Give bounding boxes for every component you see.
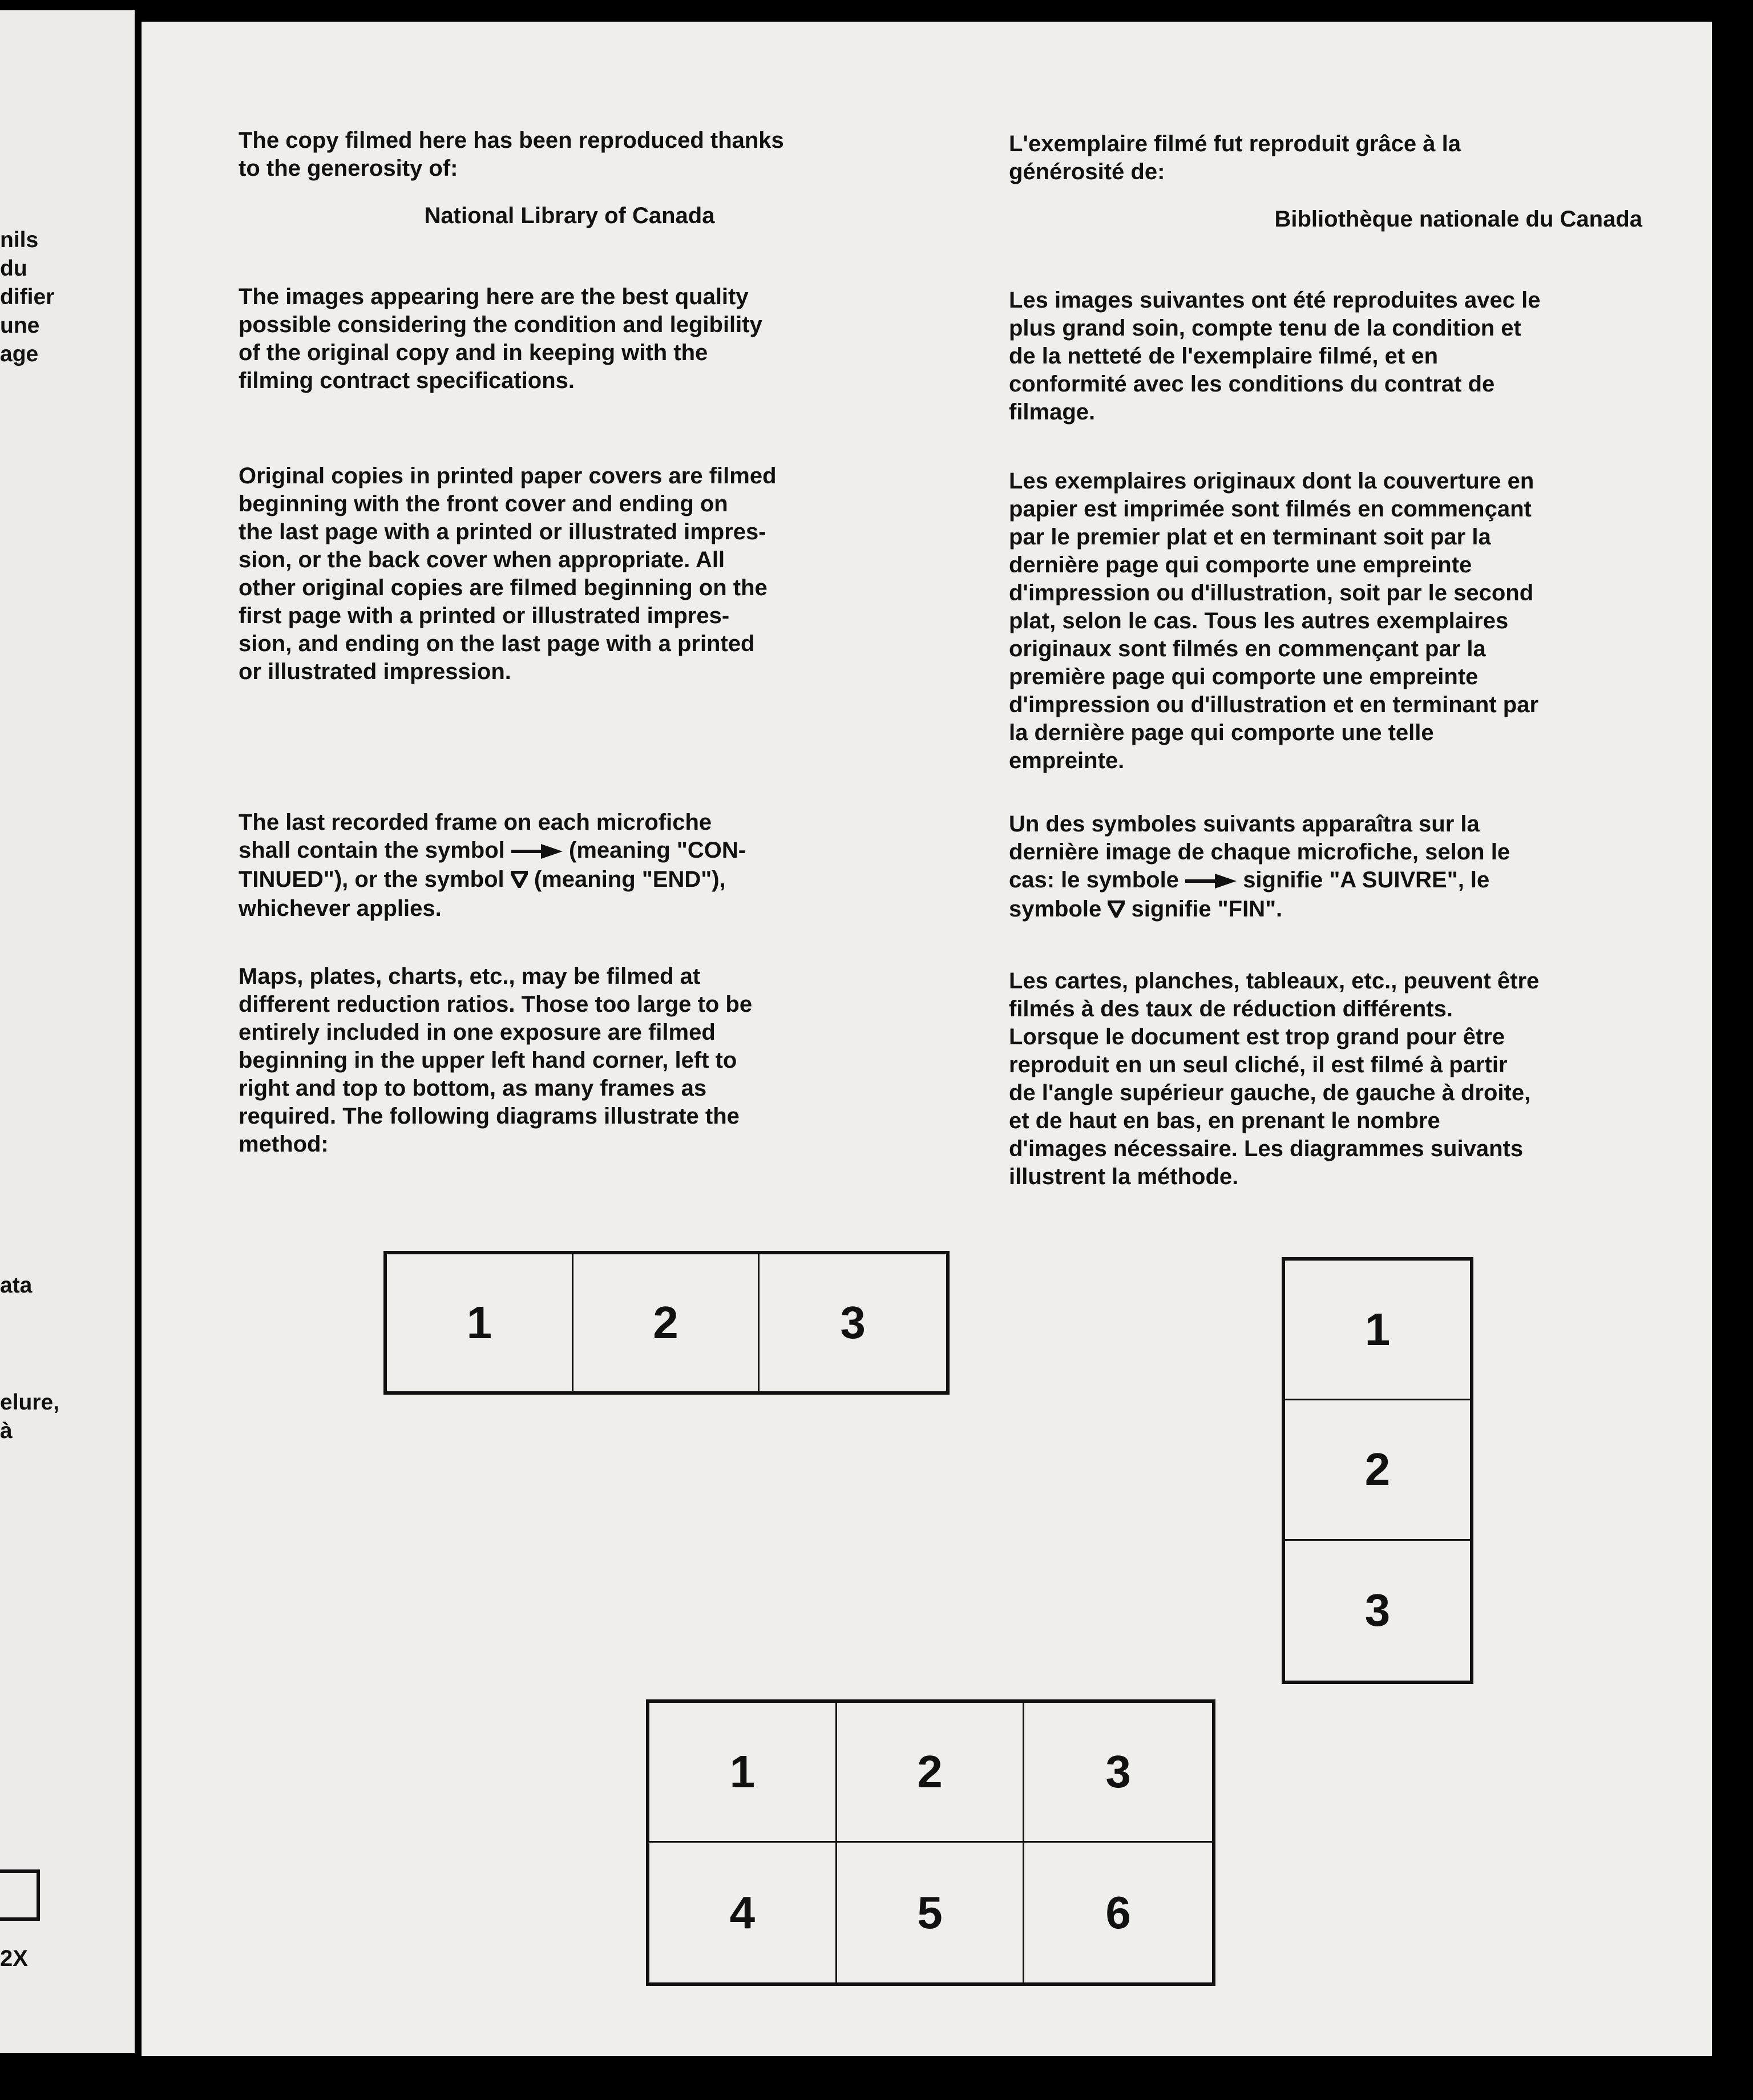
symbols-text-b: signifie "A SUIVRE", le symbole — [1009, 867, 1490, 922]
strip-fragment: ata — [0, 1273, 33, 1298]
english-acknowledgement: The copy filmed here has been reproduced thanks to the generosity of: — [239, 128, 784, 181]
triangle-down-icon — [1108, 896, 1125, 924]
french-institution: Bibliothèque nationale du Canada — [1274, 207, 1642, 232]
frame-cell: 3 — [1024, 1703, 1212, 1843]
strip-fragment: elure, à — [0, 1390, 60, 1443]
french-column — [1009, 130, 1642, 1191]
strip-box — [0, 1869, 40, 1921]
symbols-text-c: (meaning "END"), whichever applies. — [239, 866, 726, 921]
frame-cell: 2 — [837, 1703, 1025, 1843]
french-covers: Les exemplaires originaux dont la couverture en papier est imprimée sont filmés en commençant par le premier plat et en terminant soit par la dernière page qui comporte une empreinte d'impression ou d'illustration, soit par le second plat, selon le cas. Tous les autres exemplaires originaux sont filmés en commençant par la première page qui comporte une empreinte d'impression ou d'illustration et en terminant par la dernière page qui comporte une telle empreinte. — [1009, 469, 1539, 773]
triangle-down-icon — [511, 867, 528, 895]
symbols-text-a: The last recorded frame on each microfiche shall contain the symbol — [239, 810, 712, 863]
english-maps: Maps, plates, charts, etc., may be filmed at different reduction ratios. Those too large to be entirely included in one exposure are filmed beginning in the upper left hand corner, left to right and top to bottom, as many frames as required. The following diagrams illustrate the method: — [239, 963, 753, 1157]
frame-cell: 2 — [573, 1254, 760, 1391]
symbols-text-b: (meaning "CON- TINUED"), or the symbol — [239, 838, 746, 892]
frame-cell: 4 — [649, 1843, 837, 1982]
frame-cell: 1 — [1285, 1261, 1470, 1400]
arrow-right-icon — [511, 838, 563, 866]
frame-cell: 3 — [840, 1297, 866, 1348]
english-covers: Original copies in printed paper covers are filmed beginning with the front cover and ending on the last page with a printed or illustrated impres- sion, or the back cover when appropriate. All other original copies are filmed beginning on the first page with a printed or illustrated impres- sion, and ending on the last page with a printed or illustrated impression. — [239, 463, 777, 684]
frame-cell: 1 — [649, 1703, 837, 1843]
strip-box-label: 2X — [0, 1946, 28, 1971]
french-acknowledgement: L'exemplaire filmé fut reproduit grâce à la générosité de: — [1009, 131, 1461, 184]
diagram-grid — [646, 1699, 1215, 1986]
english-institution: National Library of Canada — [424, 203, 715, 228]
diagram-vertical — [1282, 1257, 1473, 1684]
symbols-text-a: Un des symboles suivants apparaîtra sur la dernière image de chaque microfiche, selon le cas: le symbole — [1009, 811, 1510, 892]
english-column — [239, 127, 900, 1158]
frame-cell: 6 — [1105, 1887, 1131, 1938]
frame-cell: 5 — [837, 1843, 1025, 1982]
diagram-horizontal — [383, 1251, 950, 1395]
strip-fragment: nils du difier une age — [0, 228, 55, 366]
adjacent-page-strip — [0, 10, 135, 2053]
french-symbols — [1009, 810, 1642, 924]
frame-cell: 3 — [1364, 1585, 1391, 1636]
english-symbols — [239, 809, 900, 923]
symbols-text-c: signifie "FIN". — [1131, 896, 1283, 922]
frame-cell: 1 — [387, 1254, 573, 1391]
frame-cell: 2 — [1285, 1400, 1470, 1540]
french-maps: Les cartes, planches, tableaux, etc., peuvent être filmés à des taux de réduction différents. Lorsque le document est trop grand pour être reproduit en un seul cliché, il est filmé à partir de l'angle supérieur gauche, de gauche à droite, et de haut en bas, en prenant le nombre d'images nécessaire. Les diagrammes suivants illustrent la méthode. — [1009, 968, 1540, 1189]
arrow-right-icon — [1185, 867, 1237, 895]
french-quality: Les images suivantes ont été reproduites avec le plus grand soin, compte tenu de la condition et de la netteté de l'exemplaire filmé, et en conformité avec les conditions du contrat de filmage. — [1009, 288, 1541, 425]
english-quality: The images appearing here are the best quality possible considering the condition and legibility of the original copy and in keeping with the filming contract specifications. — [239, 284, 762, 393]
